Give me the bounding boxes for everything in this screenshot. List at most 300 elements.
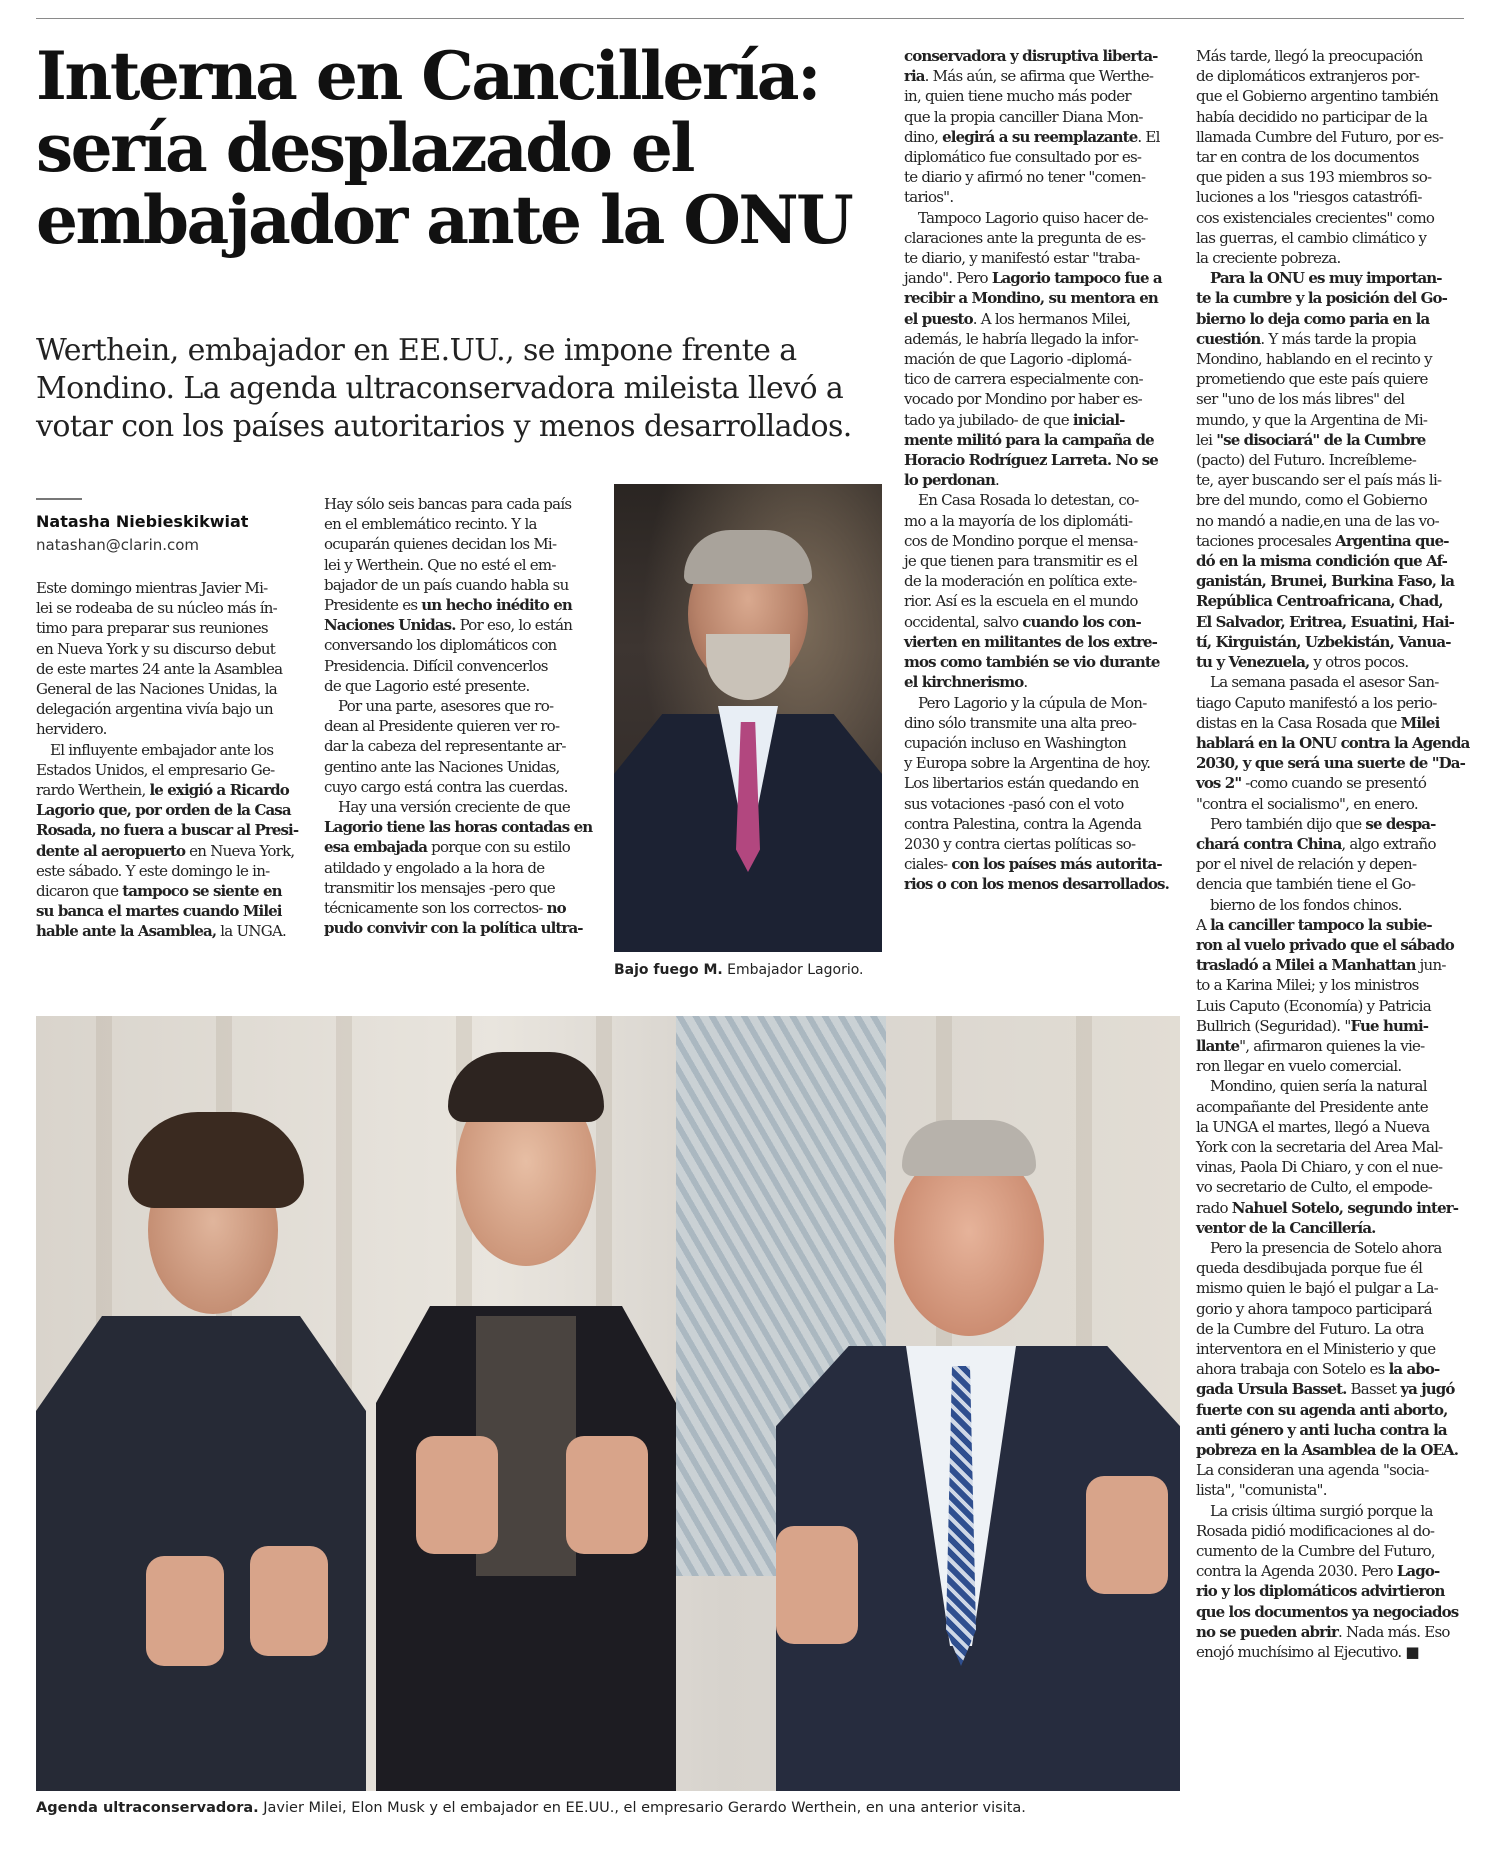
bold-run: dó en la misma condición que Af- <box>1196 552 1447 571</box>
article-line <box>1196 996 1466 1016</box>
article-line <box>36 740 302 760</box>
bold-run: Para la ONU es muy importan- <box>1210 269 1442 288</box>
byline-rule <box>36 498 82 500</box>
article-line <box>1196 1177 1466 1197</box>
article-line <box>1196 389 1466 409</box>
article-line <box>1196 1480 1466 1500</box>
text-run: lei se rodeaba de su núcleo más ín- <box>36 599 277 618</box>
article-line <box>1196 753 1466 773</box>
text-run: y otros pocos. <box>1309 653 1409 672</box>
article-line <box>904 450 1180 470</box>
text-run: técnicamente son los correctos- <box>324 899 547 918</box>
bold-run: vierten en militantes de los extre- <box>904 632 1158 651</box>
article-line <box>904 389 1180 409</box>
person-middle-hair <box>448 1052 604 1122</box>
article-line <box>1196 1622 1466 1642</box>
bold-run: cuestión <box>1196 329 1261 348</box>
top-rule <box>36 18 1464 19</box>
article-line <box>1196 1420 1466 1440</box>
article-line <box>324 716 596 736</box>
article-line <box>1196 1198 1466 1218</box>
article-line <box>904 329 1180 349</box>
article-line <box>1196 794 1466 814</box>
bold-run: el kirchnerismo <box>904 673 1024 692</box>
text-run: "contra el socialismo", en enero. <box>1196 794 1418 813</box>
text-run: Presidencia. Difícil convencerlos <box>324 656 548 675</box>
text-run: General de las Naciones Unidas, la <box>36 680 277 699</box>
deck-line: Werthein, embajador en EE.UU., se impone frente a <box>36 333 797 368</box>
article-line <box>904 794 1180 814</box>
text-run: , algo extraño <box>1341 834 1436 853</box>
article-line <box>36 881 302 901</box>
bold-run: Lagorio tampoco fue a <box>991 269 1162 288</box>
text-run: Este domingo mientras Javier Mi- <box>36 579 268 597</box>
article-line <box>904 228 1180 248</box>
article-line <box>1196 632 1466 652</box>
article-line <box>1196 1379 1466 1399</box>
article-line <box>36 639 302 659</box>
article-line <box>324 918 596 938</box>
article-line <box>1196 1642 1466 1662</box>
article-line <box>1196 369 1466 389</box>
text-run: Por una parte, asesores que ro- <box>338 697 554 716</box>
bold-run: lo perdonan <box>904 471 995 490</box>
article-line <box>904 167 1180 187</box>
text-run: te diario y afirmó no tener "comen- <box>904 168 1146 187</box>
text-run: sus votaciones -pasó con el voto <box>904 794 1124 813</box>
article-line <box>1196 329 1466 349</box>
bold-run: rios o con los menos desarrollados. <box>904 875 1169 894</box>
bold-run: "se disociará" de la Cumbre <box>1216 430 1426 449</box>
article-line <box>904 773 1180 793</box>
text-run: Estados Unidos, el empresario Ge- <box>36 760 275 779</box>
text-run: ocuparán quienes decidan los Mi- <box>324 535 557 554</box>
bold-run: su banca el martes cuando Milei <box>36 902 282 921</box>
article-line <box>904 66 1180 86</box>
article-line <box>324 757 596 777</box>
bold-run: Rosada, no fuera a buscar al Presi- <box>36 821 299 840</box>
article-line <box>904 208 1180 228</box>
text-run: mación de que Lagorio -diplomá- <box>904 350 1132 369</box>
text-run: contra la Agenda 2030. Pero <box>1196 1562 1397 1581</box>
article-line <box>36 699 302 719</box>
text-run: dino sólo transmite una alta preo- <box>904 713 1137 732</box>
article-line <box>904 834 1180 854</box>
text-run: prometiendo que este país quiere <box>1196 370 1428 389</box>
text-run: por el nivel de relación y depen- <box>1196 855 1417 874</box>
text-run: ron llegar en vuelo comercial. <box>1196 1057 1402 1076</box>
article-line <box>1196 854 1466 874</box>
article-line <box>324 494 596 514</box>
text-run: lei y Werthein. Que no esté el em- <box>324 555 556 574</box>
text-run: te, ayer buscando ser el país más li- <box>1196 471 1442 490</box>
article-line <box>1196 107 1466 127</box>
article-line <box>904 46 1180 66</box>
bold-run: que los documentos ya negociados <box>1196 1602 1459 1621</box>
article-line <box>1196 127 1466 147</box>
text-run: ahora trabaja con Sotelo es <box>1196 1360 1389 1379</box>
text-run: cupación incluso en Washington <box>904 733 1127 752</box>
bold-run: Fue humi- <box>1350 1016 1429 1035</box>
caption-lead: Bajo fuego M. <box>614 962 723 978</box>
thumbs-up-icon <box>250 1546 328 1656</box>
article-line <box>904 814 1180 834</box>
text-run: La semana pasada el asesor San- <box>1210 673 1439 692</box>
caption-text: Javier Milei, Elon Musk y el embajador en EE.UU., el empresario Gerardo Werthein, en una anterior visita. <box>258 1800 1026 1816</box>
author-name: Natasha Niebieskikwiat <box>36 512 249 531</box>
text-run: je que tienen para transmitir es el <box>904 552 1138 571</box>
text-run: occidental, salvo <box>904 612 1023 631</box>
bold-run: Lago- <box>1396 1562 1440 1581</box>
text-run: vocado por Mondino por haber es- <box>904 390 1142 409</box>
article-line <box>324 656 596 676</box>
article-line <box>324 534 596 554</box>
text-run: diplomático fue consultado por es- <box>904 148 1142 167</box>
article-line <box>904 854 1180 874</box>
article-line <box>904 147 1180 167</box>
article-line <box>36 861 302 881</box>
article-line <box>324 555 596 575</box>
article-line <box>904 470 1180 490</box>
bold-run: tu y Venezuela, <box>1196 653 1310 672</box>
article-line <box>324 615 596 635</box>
article-line <box>904 410 1180 430</box>
article-line <box>1196 430 1466 450</box>
text-run: tiago Caputo manifestó a los perio- <box>1196 693 1437 712</box>
text-run: gorio y ahora tampoco participará <box>1196 1299 1432 1318</box>
bold-run: ya jugó <box>1400 1380 1455 1399</box>
text-run: lei <box>1196 430 1217 449</box>
text-run: delegación argentina vivía bajo un <box>36 700 273 719</box>
text-run: La consideran una agenda "socia- <box>1196 1461 1429 1480</box>
bold-run: pobreza en la Asamblea de la OEA. <box>1196 1441 1459 1460</box>
text-run: tar en contra de los documentos <box>1196 148 1419 167</box>
text-run: La crisis última surgió porque la <box>1210 1501 1433 1520</box>
bold-run: ventor de la Cancillería. <box>1196 1218 1376 1237</box>
article-line <box>1196 1521 1466 1541</box>
text-run: rardo Werthein, <box>36 781 150 800</box>
text-run: gentino ante las Naciones Unidas, <box>324 757 560 776</box>
text-run: ser "uno de los más libres" del <box>1196 390 1405 409</box>
bold-run: Milei <box>1400 713 1440 732</box>
thumbs-up-icon <box>146 1556 224 1666</box>
article-line <box>1196 1016 1466 1036</box>
text-run: en el emblemático recinto. Y la <box>324 515 537 534</box>
bold-run: dente al aeropuerto <box>36 841 186 860</box>
article-line <box>1196 1238 1466 1258</box>
text-run: 2030 y contra ciertas políticas so- <box>904 834 1136 853</box>
bold-run: hablará en la ONU contra la Agenda <box>1196 733 1470 752</box>
article-line <box>1196 1460 1466 1480</box>
text-run: de la Cumbre del Futuro. La otra <box>1196 1319 1424 1338</box>
text-run: timo para preparar sus reuniones <box>36 619 268 638</box>
text-run: ciales- <box>904 855 952 874</box>
text-run: la UNGA. <box>216 922 287 941</box>
article-line <box>1196 1299 1466 1319</box>
article-line <box>1196 672 1466 692</box>
article-line <box>324 777 596 797</box>
author-email[interactable]: natashan@clarin.com <box>36 536 200 554</box>
article-line <box>1196 612 1466 632</box>
article-line <box>904 107 1180 127</box>
text-run: no mandó a nadie,en una de las vo- <box>1196 511 1439 530</box>
article-line <box>904 632 1180 652</box>
article-line <box>1196 167 1466 187</box>
article-line <box>1196 1036 1466 1056</box>
article-line <box>36 800 302 820</box>
text-run: conversando los diplomáticos con <box>324 636 557 655</box>
text-run: Mondino, quien sería la natural <box>1210 1077 1427 1096</box>
text-run: dean al Presidente quieren ver ro- <box>324 717 560 736</box>
article-line <box>1196 511 1466 531</box>
bold-run: el puesto <box>904 309 973 328</box>
article-line <box>324 898 596 918</box>
text-run: Los libertarios están quedando en <box>904 774 1139 793</box>
article-line <box>904 288 1180 308</box>
article-line <box>904 349 1180 369</box>
headline-line: sería desplazado el <box>36 109 693 187</box>
bold-run: gada Ursula Basset. <box>1196 1380 1347 1399</box>
article-line <box>904 571 1180 591</box>
article-line <box>1196 834 1466 854</box>
article-line <box>1196 733 1470 753</box>
bold-run: mente militó para la campaña de <box>904 430 1154 449</box>
bold-run: no <box>546 899 566 918</box>
article-line <box>36 901 302 921</box>
text-run: Hay una versión creciente de que <box>338 798 571 817</box>
text-run: El influyente embajador ante los <box>50 740 274 759</box>
text-run: en Nueva York, <box>185 841 295 860</box>
text-run: te diario, y manifestó estar "traba- <box>904 249 1140 268</box>
text-run: tarios". <box>904 188 954 207</box>
article-line <box>904 874 1180 894</box>
article-line <box>36 618 302 638</box>
text-run: Pero también dijo que <box>1210 814 1366 833</box>
text-run: que el Gobierno argentino también <box>1196 87 1439 106</box>
text-run: la creciente pobreza. <box>1196 249 1341 268</box>
bold-run: Naciones Unidas. <box>324 616 456 635</box>
text-run: Presidente es <box>324 596 422 615</box>
article-line <box>324 817 596 837</box>
article-line <box>36 659 302 679</box>
text-run: to a Karina Milei; y los ministros <box>1196 976 1419 995</box>
deck-subtitle <box>36 332 866 446</box>
article-line <box>36 921 302 941</box>
bold-run: llante <box>1196 1036 1240 1055</box>
text-run: En Casa Rosada lo detestan, co- <box>918 491 1139 510</box>
article-line <box>1196 1501 1466 1521</box>
text-run: tado ya jubilado- de que <box>904 410 1073 429</box>
bold-run: la abo- <box>1388 1360 1440 1379</box>
photo-lagorio <box>614 484 882 952</box>
article-line <box>1196 1339 1466 1359</box>
article-line <box>1196 895 1466 915</box>
article-line <box>1196 955 1466 975</box>
bold-run: Nahuel Sotelo, segundo inter- <box>1231 1198 1459 1217</box>
bold-run: te la cumbre y la posición del Go- <box>1196 289 1447 308</box>
article-line <box>1196 248 1466 268</box>
bold-run: un hecho inédito en <box>421 596 572 615</box>
text-run: además, le habría llegado la infor- <box>904 329 1139 348</box>
article-line <box>904 187 1180 207</box>
article-line <box>324 797 596 817</box>
text-run: jun- <box>1415 956 1446 975</box>
text-run: en Nueva York y su discurso debut <box>36 639 276 658</box>
article-line <box>1196 531 1466 551</box>
bold-run: chará contra China <box>1196 834 1342 853</box>
text-run: . <box>994 471 1000 490</box>
bold-run: mos como también se vio durante <box>904 653 1160 672</box>
article-line <box>1196 1097 1466 1117</box>
article-line <box>324 595 596 615</box>
text-run: queda desdibujada porque fue él <box>1196 1259 1423 1278</box>
article-line <box>324 837 596 857</box>
bold-run: ria <box>904 67 925 86</box>
bold-run: Argentina que- <box>1335 531 1449 550</box>
article-line <box>904 733 1180 753</box>
bold-run: rio y los diplomáticos advirtieron <box>1196 1582 1445 1601</box>
article-line <box>1196 1561 1466 1581</box>
photo-group <box>36 1016 1180 1791</box>
article-line <box>1196 915 1466 935</box>
bold-run: se despa- <box>1365 814 1436 833</box>
bold-run: esa embajada <box>324 838 428 857</box>
article-line <box>324 878 596 898</box>
bold-run: tampoco se siente en <box>122 882 282 901</box>
bold-run: hable ante la Asamblea, <box>36 922 217 941</box>
bold-run: Lagorio tiene las horas contadas en <box>324 818 593 837</box>
text-run: acompañante del Presidente ante <box>1196 1097 1428 1116</box>
text-run: Mondino, hablando en el recinto y <box>1196 350 1432 369</box>
text-run: había decidido no participar de la <box>1196 107 1428 126</box>
article-line <box>324 575 596 595</box>
text-run: . A los hermanos Milei, <box>972 309 1131 328</box>
text-run: Tampoco Lagorio quiso hacer de- <box>918 208 1148 227</box>
article-line <box>1196 693 1466 713</box>
article-line <box>1196 1278 1466 1298</box>
article-line <box>904 86 1180 106</box>
bold-run: ron al vuelo privado que el sábado <box>1196 935 1454 954</box>
text-run: (pacto) del Futuro. Increíbleme- <box>1196 451 1417 470</box>
article-line <box>1196 86 1466 106</box>
article-line <box>1196 1400 1466 1420</box>
text-run: lista", "comunista". <box>1196 1481 1327 1500</box>
article-line <box>904 309 1180 329</box>
bold-run: 2030, y que será una suerte de "Da- <box>1196 754 1465 773</box>
article-line <box>904 713 1180 733</box>
caption-lead: Agenda ultraconservadora. <box>36 1800 259 1816</box>
bold-run: tí, Kirguistán, Uzbekistán, Vanua- <box>1196 632 1451 651</box>
text-run: . Y más tarde la propia <box>1260 329 1417 348</box>
article-line <box>1196 1137 1466 1157</box>
text-run: taciones procesales <box>1196 531 1336 550</box>
article-line <box>904 268 1180 288</box>
bold-run: pudo convivir con la política ultra- <box>324 919 583 938</box>
article-line <box>324 858 596 878</box>
bold-run: cuando los con- <box>1022 612 1141 631</box>
bold-run: inicial- <box>1072 410 1125 429</box>
text-run: de la moderación en política exte- <box>904 572 1137 591</box>
text-run: cumento de la Cumbre del Futuro, <box>1196 1542 1435 1561</box>
article-line <box>1196 713 1466 733</box>
article-line <box>1196 1440 1466 1460</box>
text-run: que la propia canciller Diana Mon- <box>904 107 1143 126</box>
article-line <box>1196 147 1466 167</box>
bold-run: Horacio Rodríguez Larreta. No se <box>904 451 1158 470</box>
person-left-hair <box>128 1112 304 1208</box>
bold-run: ganistán, Brunei, Burkina Faso, la <box>1196 572 1455 591</box>
text-run: atildado y engolado a la hora de <box>324 858 545 877</box>
article-line <box>904 753 1180 773</box>
article-line <box>1196 1218 1466 1238</box>
article-line <box>1196 187 1466 207</box>
text-run: distas en la Casa Rosada que <box>1196 713 1401 732</box>
text-run: que piden a sus 193 miembros so- <box>1196 168 1432 187</box>
text-run: este sábado. Y este domingo le in- <box>36 861 270 880</box>
article-line <box>1196 410 1466 430</box>
article-line <box>36 760 302 780</box>
bold-run: vos 2" <box>1196 774 1242 793</box>
article-line <box>1196 1117 1466 1137</box>
text-run: Hay sólo seis bancas para cada país <box>324 495 572 513</box>
article-line <box>904 693 1180 713</box>
deck-line: Mondino. La agenda ultraconservadora mileista llevó a <box>36 371 844 406</box>
text-run: Por eso, lo están <box>455 616 573 635</box>
article-line <box>904 652 1180 672</box>
text-run: luciones a los "riesgos catastrófi- <box>1196 188 1422 207</box>
article-line <box>904 511 1180 531</box>
text-run: tico de carrera especialmente con- <box>904 370 1143 389</box>
text-run: llamada Cumbre del Futuro, por es- <box>1196 127 1444 146</box>
text-run: dino, <box>904 127 943 146</box>
bold-run: conservadora y disruptiva liberta- <box>904 47 1158 65</box>
headline <box>36 37 876 259</box>
text-run: . Más aún, se afirma que Werthe- <box>924 67 1154 86</box>
text-run: York con la secretaria del Area Mal- <box>1196 1137 1443 1156</box>
text-run: mo a la mayoría de los diplomáti- <box>904 511 1133 530</box>
person-right-hair <box>902 1120 1036 1176</box>
article-line <box>1196 652 1466 672</box>
text-run: claraciones ante la pregunta de es- <box>904 228 1146 247</box>
text-run: mismo quien le bajó el pulgar a La- <box>1196 1279 1438 1298</box>
article-line <box>324 736 596 756</box>
caption-text: Embajador Lagorio. <box>722 962 864 978</box>
article-line <box>1196 470 1466 490</box>
hair-shape <box>684 530 812 584</box>
text-run: rado <box>1196 1198 1232 1217</box>
bold-run: fuerte con su agenda anti aborto, <box>1196 1400 1448 1419</box>
thumbs-up-icon <box>566 1436 648 1554</box>
text-run: . El <box>1137 127 1160 146</box>
text-run: dar la cabeza del representante ar- <box>324 737 566 756</box>
text-run: Luis Caputo (Economía) y Patricia <box>1196 996 1431 1015</box>
text-run: enojó muchísimo al Ejecutivo. ■ <box>1196 1643 1419 1662</box>
text-run: transmitir los mensajes -pero que <box>324 878 555 897</box>
article-line <box>324 696 596 716</box>
article-line <box>1196 1056 1466 1076</box>
article-line <box>1196 591 1466 611</box>
article-line <box>36 841 302 861</box>
article-line <box>1196 228 1466 248</box>
text-run: Más tarde, llegó la preocupación <box>1196 47 1423 65</box>
text-run: jando". Pero <box>904 269 992 288</box>
article-line <box>1196 1581 1466 1601</box>
article-line <box>904 430 1180 450</box>
article-line <box>36 820 302 840</box>
bold-run: bierno lo deja como paria en la <box>1196 309 1430 328</box>
article-line <box>1196 571 1466 591</box>
text-run: contra Palestina, contra la Agenda <box>904 814 1142 833</box>
